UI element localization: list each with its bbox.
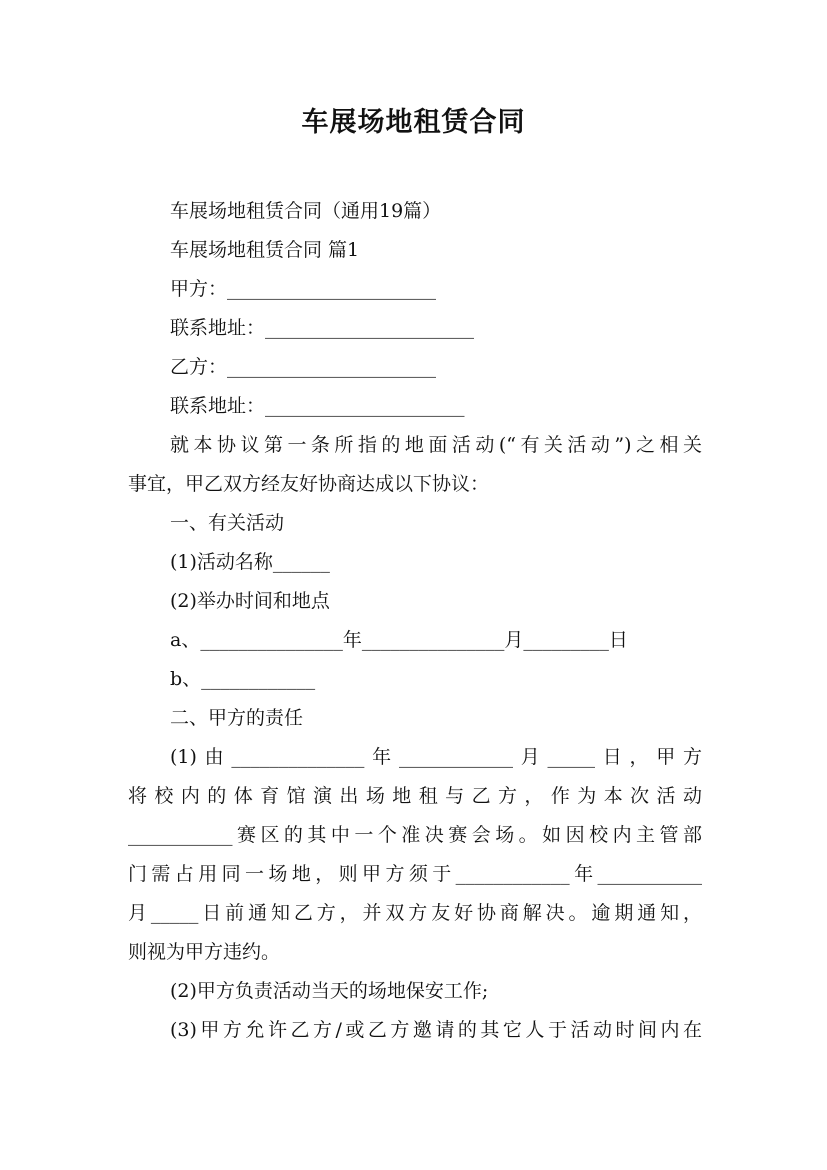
paragraph-line: 则视为甲方违约。 bbox=[128, 941, 281, 963]
party-a-line: 甲方：______________________ bbox=[170, 278, 437, 300]
paragraph-line: 就本协议第一条所指的地面活动(“有关活动”)之相关 bbox=[170, 434, 702, 456]
section-heading-line: 车展场地租赁合同 篇1 bbox=[170, 239, 360, 261]
document-title: 车展场地租赁合同 bbox=[301, 107, 526, 138]
clause-line: (1)活动名称______ bbox=[170, 551, 330, 573]
clause-line: a、_______________年_______________月_________日 bbox=[170, 629, 628, 651]
paragraph-line: 事宜，甲乙双方经友好协商达成以下协议： bbox=[128, 473, 490, 495]
paragraph-line: 门需占用同一场地，则甲方须于____________年___________ bbox=[128, 863, 702, 885]
party-a-address-line: 联系地址：______________________ bbox=[170, 317, 475, 339]
clause-heading-line: 二、甲方的责任 bbox=[170, 707, 304, 729]
paragraph-line: 将校内的体育馆演出场地租与乙方，作为本次活动 bbox=[128, 785, 702, 807]
clause-line: (2)举办时间和地点 bbox=[170, 590, 330, 612]
clause-heading-line: 一、有关活动 bbox=[170, 512, 285, 534]
paragraph-line: 月_____日前通知乙方，并双方友好协商解决。逾期通知， bbox=[128, 902, 702, 924]
party-b-line: 乙方：______________________ bbox=[170, 356, 437, 378]
clause-line: (3)甲方允许乙方/或乙方邀请的其它人于活动时间内在 bbox=[170, 1019, 702, 1041]
subtitle-line: 车展场地租赁合同（通用19篇） bbox=[170, 200, 442, 222]
paragraph-line: (1)由______________年____________月_____日，甲方 bbox=[170, 746, 702, 768]
clause-line: b、____________ bbox=[170, 668, 316, 690]
paragraph-line: ___________赛区的其中一个准决赛会场。如因校内主管部 bbox=[128, 824, 702, 846]
party-b-address-line: 联系地址：_____________________ bbox=[170, 395, 465, 417]
clause-line: (2)甲方负责活动当天的场地保安工作; bbox=[170, 980, 489, 1002]
